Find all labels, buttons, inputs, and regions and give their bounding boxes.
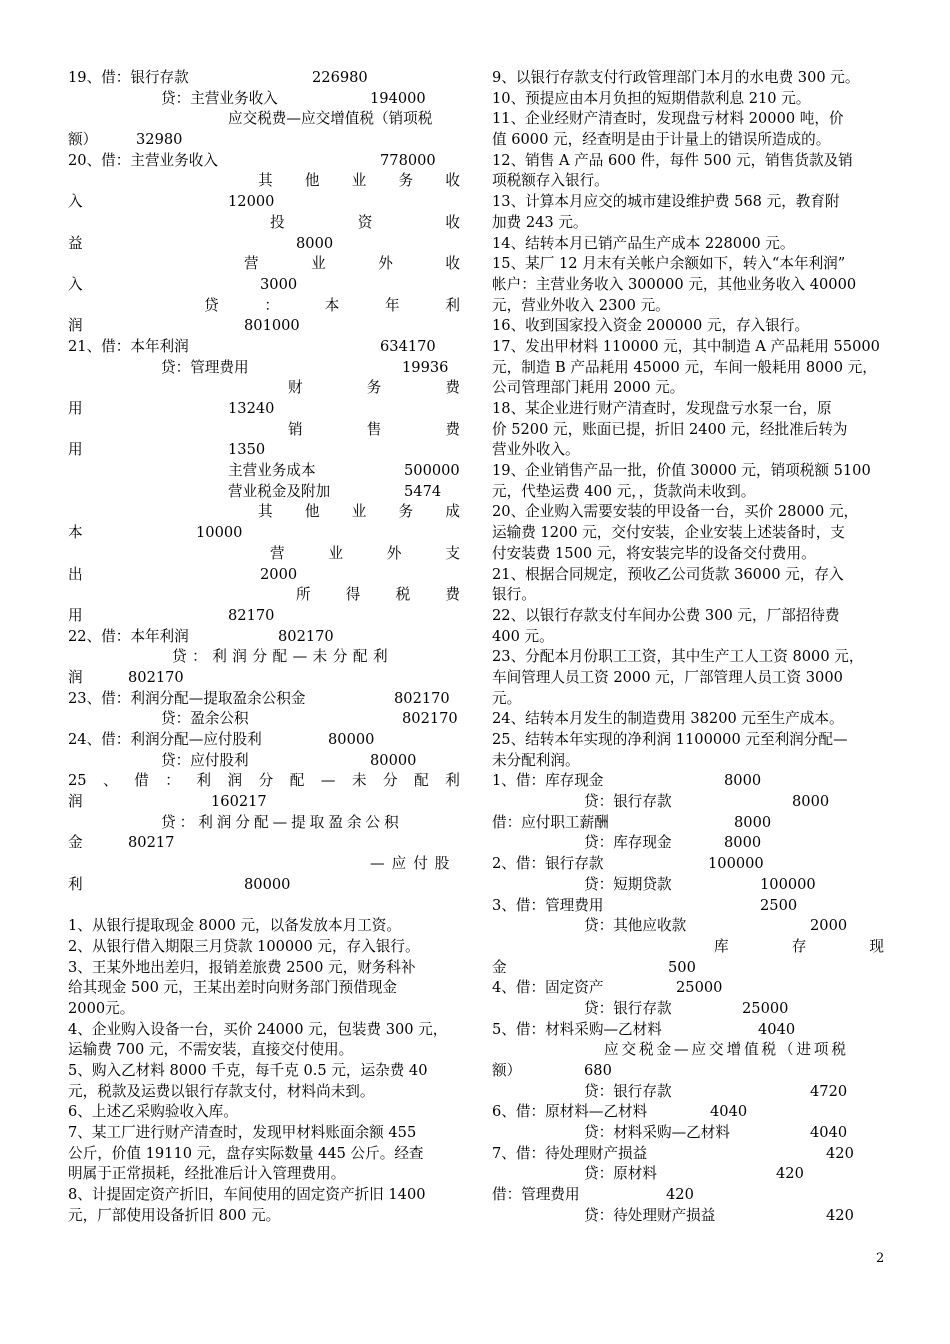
entry-line: 营 业 外 支 xyxy=(270,544,460,562)
question-line: 19、企业销售产品一批，价值 30000 元，销项税额 5100 xyxy=(492,462,871,480)
question-line: 2000元。 xyxy=(68,999,135,1017)
question-line: 12、销售 A 产品 600 件，每件 500 元，销售货款及销 xyxy=(492,151,853,169)
entry-line: 财 务 费 xyxy=(288,379,460,397)
question-line: 银行。 xyxy=(492,586,536,604)
question-line: 公斤，价值 19110 元，盘存实际数量 445 公斤。经查 xyxy=(68,1144,424,1162)
question-line: 11、企业经财产清查时，发现盘亏材料 20000 吨，价 xyxy=(492,110,844,128)
entry-line: 应交税金—应交增值税（进项税 xyxy=(604,1041,849,1059)
entry-line: 贷 ： 本 年 利 xyxy=(204,296,460,314)
entry-line: 用 13240 xyxy=(68,400,275,417)
entry-line: 库 存 现 xyxy=(714,937,884,955)
question-line: 400 元。 xyxy=(492,627,554,645)
question-line: 14、结转本月已销产品生产成本 228000 元。 xyxy=(492,234,795,252)
question-line: 15、某厂 12 月末有关帐户余额如下，转入“本年利润” xyxy=(492,255,846,273)
question-line: 20、企业购入需要安装的甲设备一台，买价 28000 元， xyxy=(492,503,859,521)
entry-line: 2、借：银行存款 100000 xyxy=(492,855,764,873)
entry-line: 主营业务成本 500000 xyxy=(228,462,460,480)
question-line: 9、以银行存款支付行政管理部门本月的水电费 300 元。 xyxy=(492,69,860,86)
entry-line: 益 8000 xyxy=(68,234,334,252)
question-line: 付安装费 1500 元，将安装完毕的设备交付费用。 xyxy=(492,544,816,562)
question-line: 1、从银行提取现金 8000 元，以备发放本月工资。 xyxy=(68,917,401,935)
question-line: 元，代垫运费 400 元，，货款尚未收到。 xyxy=(492,482,756,500)
entry-line: 额） 680 xyxy=(492,1062,612,1079)
entry-line: 20、借：主营业务收入 778000 xyxy=(68,151,436,169)
left-questions xyxy=(68,916,460,1226)
entry-line: 3、借：管理费用 2500 xyxy=(492,896,798,914)
entry-line: 借：应付职工薪酬 8000 xyxy=(492,813,772,831)
question-line: 17、发出甲材料 110000 元，其中制造 A 产品耗用 55000 xyxy=(492,337,880,355)
question-line: 23、分配本月份职工工资，其中生产工人工资 8000 元， xyxy=(492,648,864,666)
entry-line: 额） 32980 xyxy=(68,131,183,149)
entry-line: 5、借：材料采购—乙材料 4040 xyxy=(492,1020,796,1038)
entry-line: 24、借：利润分配—应付股利 80000 xyxy=(68,731,375,748)
page-number: 2 xyxy=(876,1251,885,1266)
entry-line: 贷：短期贷款 100000 xyxy=(584,875,816,893)
question-line: 10、预提应由本月负担的短期借款利息 210 元。 xyxy=(492,89,811,107)
entry-line: 润 802170 xyxy=(68,668,184,686)
question-line: 4、企业购入设备一台，买价 24000 元，包装费 300 元， xyxy=(68,1020,448,1038)
entry-line: 利 80000 xyxy=(68,875,291,893)
entry-line: 贷：库存现金 8000 xyxy=(584,834,762,852)
question-line: 22、以银行存款支付车间办公费 300 元，厂部招待费 xyxy=(492,606,840,624)
question-line: 给其现金 500 元，王某出差时向财务部门预借现金 xyxy=(68,979,398,997)
entry-line: 1、借：库存现金 8000 xyxy=(492,772,762,790)
question-line: 8、计提固定资产折旧，车间使用的固定资产折旧 1400 xyxy=(68,1186,426,1204)
entry-line: 出 2000 xyxy=(68,565,298,583)
right-questions xyxy=(492,68,884,771)
question-line: 25、结转本年实现的净利润 1100000 元至利润分配— xyxy=(492,731,848,748)
entry-line: 21、借：本年利润 634170 xyxy=(68,337,436,355)
entry-line: 销 售 费 xyxy=(288,420,460,438)
entry-line: 贷：应付股利 80000 xyxy=(161,751,417,769)
entry-line: 入 3000 xyxy=(68,275,298,293)
entry-line: 19、借：银行存款 226980 xyxy=(68,69,368,86)
entry-line: 投 资 收 xyxy=(270,213,460,231)
question-line: 值 6000 元，经查明是由于计量上的错误所造成的。 xyxy=(492,131,831,149)
entry-line: 本 10000 xyxy=(68,524,243,542)
question-line: 元，税款及运费以银行存款支付，材料尚未到。 xyxy=(68,1082,375,1100)
entry-line: 贷：原材料 420 xyxy=(584,1165,804,1183)
right-answers xyxy=(492,771,884,1226)
left-answers xyxy=(68,68,460,896)
question-line: 元，营业外收入 2300 元。 xyxy=(492,296,670,314)
question-line: 元，制造 B 产品耗用 45000 元，车间一般耗用 8000 元， xyxy=(492,358,877,376)
question-line: 13、计算本月应交的城市建设维护费 568 元，教育附 xyxy=(492,193,840,211)
entry-line: 贷：银行存款 25000 xyxy=(584,999,789,1017)
entry-line: 贷：材料采购—乙材料 4040 xyxy=(584,1124,848,1142)
entry-line: 用 82170 xyxy=(68,606,275,624)
question-line: 明属于正常损耗，经批准后计入管理费用。 xyxy=(68,1165,346,1183)
entry-line: 4、借：固定资产 25000 xyxy=(492,979,723,997)
entry-line: 25 、 借 ： 利 润 分 配 — 未 分 配 利 xyxy=(68,772,460,790)
entry-line: 23、借：利润分配—提取盈余公积金 802170 xyxy=(68,689,450,707)
entry-line: 贷：其他应收款 2000 xyxy=(584,917,848,935)
question-line: 16、收到国家投入资金 200000 元，存入银行。 xyxy=(492,317,810,335)
question-line: 营业外收入。 xyxy=(492,441,580,459)
entry-line: 润 160217 xyxy=(68,793,267,811)
entry-line: 营 业 外 收 xyxy=(244,255,460,273)
entry-line: 贷：银行存款 4720 xyxy=(584,1082,848,1100)
right-column xyxy=(492,68,884,1227)
question-line: 2、从银行借入期限三月贷款 100000 元，存入银行。 xyxy=(68,937,420,955)
entry-line: 贷：主营业务收入 194000 xyxy=(161,89,426,107)
entry-line: 贷：利润分配—提取盈余公积 xyxy=(161,813,403,831)
entry-line: 贷：银行存款 8000 xyxy=(584,793,830,811)
question-line: 运输费 700 元，不需安装，直接交付使用。 xyxy=(68,1041,354,1059)
entry-line: 6、借：原材料—乙材料 4040 xyxy=(492,1103,748,1121)
question-line: 未分配利润。 xyxy=(492,751,580,769)
entry-line: 贷：管理费用 19936 xyxy=(161,358,449,376)
question-line: 元。 xyxy=(492,689,522,707)
entry-line: —应付股 xyxy=(370,855,457,873)
entry-line: 其 他 业 务 成 xyxy=(258,503,460,521)
entry-line: 7、借：待处理财产损益 420 xyxy=(492,1144,854,1162)
entry-line: 金 500 xyxy=(492,958,696,976)
question-line: 加费 243 元。 xyxy=(492,213,588,231)
entry-line: 用 1350 xyxy=(68,441,266,459)
question-line: 项税额存入银行。 xyxy=(492,172,609,190)
question-line: 车间管理人员工资 2000 元，厂部管理人员工资 3000 xyxy=(492,668,843,686)
question-line: 21、根据合同规定，预收乙公司货款 36000 元，存入 xyxy=(492,565,844,583)
question-line: 5、购入乙材料 8000 千克，每千克 0.5 元，运杂费 40 xyxy=(68,1062,428,1079)
entry-line: 22、借：本年利润 802170 xyxy=(68,627,334,645)
entry-line: 营业税金及附加 5474 xyxy=(228,482,442,500)
entry-line: 金 80217 xyxy=(68,834,175,852)
question-line: 公司管理部门耗用 2000 元。 xyxy=(492,379,685,397)
entry-line: 借：管理费用 420 xyxy=(492,1186,694,1204)
left-column xyxy=(68,68,460,1227)
question-line: 24、结转本月发生的制造费用 38200 元至生产成本。 xyxy=(492,710,844,728)
entry-line: 润 801000 xyxy=(68,317,300,335)
entry-line: 入 12000 xyxy=(68,193,275,211)
question-line: 帐户：主营业务收入 300000 元，其他业务收入 40000 xyxy=(492,275,857,293)
question-line: 元，厂部使用设备折旧 800 元。 xyxy=(68,1206,281,1224)
question-line: 6、上述乙采购验收入库。 xyxy=(68,1103,238,1121)
question-line: 7、某工厂进行财产清查时，发现甲材料账面余额 455 xyxy=(68,1124,417,1142)
entry-line: 其 他 业 务 收 xyxy=(258,172,460,190)
question-line: 运输费 1200 元，交付安装，企业安装上述装备时，支 xyxy=(492,524,845,542)
question-line: 3、王某外地出差归，报销差旅费 2500 元，财务科补 xyxy=(68,958,416,976)
entry-line: 贷：待处理财产损益 420 xyxy=(584,1206,854,1224)
question-line: 18、某企业进行财产清查时，发现盘亏水泵一台，原 xyxy=(492,400,832,417)
question-line: 价 5200 元，账面已提，折旧 2400 元，经批准后转为 xyxy=(492,420,848,438)
entry-line: 贷：盈余公积 802170 xyxy=(161,710,458,728)
entry-line: 应交税费—应交增值税（销项税 xyxy=(228,110,433,128)
entry-line: 贷：利润分配—未分配利 xyxy=(172,648,394,666)
entry-line: 所 得 税 费 xyxy=(296,586,460,604)
